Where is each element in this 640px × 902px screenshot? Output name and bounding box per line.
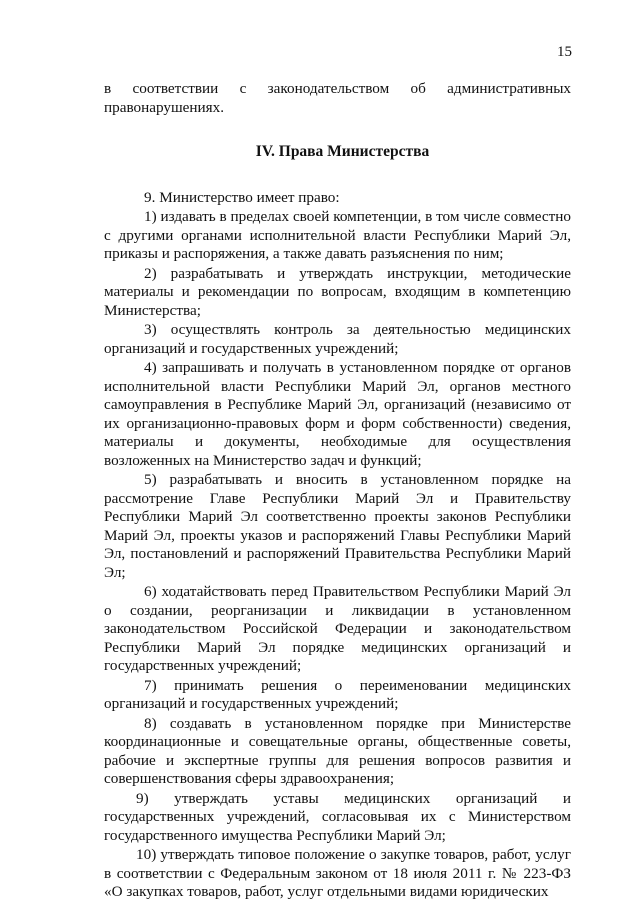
list-item-5: 5) разрабатывать и вносить в установленном порядке на рассмотрение Главе Республики Марий Эл и Правительству Республики Марий Эл соответственно проекты законов Республики Марий Эл, проекты указов и распоряжений Главы Республики Марий Эл, постановлений и распоряжений Правительства Республики Марий Эл;: [104, 471, 571, 581]
list-item-10: 10) утверждать типовое положение о закупке товаров, работ, услуг в соответствии с Федеральным законом от 18 июля 2011 г. № 223-ФЗ «О закупках товаров, работ, услуг отдельными видами юридических: [104, 846, 571, 900]
list-item-3: 3) осуществлять контроль за деятельностью медицинских организаций и государственных учреждений;: [104, 321, 571, 357]
list-item-1: 1) издавать в пределах своей компетенции, в том числе совместно с другими органами исполнительной власти Республики Марий Эл, приказы и распоряжения, а также давать разъяснения по ним;: [104, 208, 571, 262]
list-item-6: 6) ходатайствовать перед Правительством Республики Марий Эл о создании, реорганизации и ликвидации в установленном законодательством Российской Федерации и законодательством Республики Марий Эл порядке медицинских организаций и государственных учреждений;: [104, 583, 571, 674]
list-item-2: 2) разрабатывать и утверждать инструкции, методические материалы и рекомендации по вопросам, входящим в компетенцию Министерства;: [104, 264, 571, 319]
list-item-9: 9) утверждать уставы медицинских организаций и государственных учреждений, согласовывая их с Министерством государственного имущества Республики Марий Эл;: [104, 789, 571, 844]
intro-paragraph: в соответствии с законодательством об административных правонарушениях.: [104, 80, 571, 116]
lead-paragraph: 9. Министерство имеет право:: [144, 188, 340, 206]
list-item-7: 7) принимать решения о переименовании медицинских организаций и государственных учреждений;: [104, 676, 571, 712]
list-item-8: 8) создавать в установленном порядке при Министерстве координационные и совещательные органы, общественные советы, рабочие и экспертные группы для решения вопросов развития и совершенствования сферы здравоохранения;: [104, 714, 571, 787]
document-body: [104, 80, 571, 902]
list-item-4: 4) запрашивать и получать в установленном порядке от органов исполнительной власти Республики Марий Эл, органов местного самоуправления в Республике Марий Эл, организаций (независимо от их организационно-правовых форм и форм собственности) сведения, материалы и документы, необходимые для осуществления возложенных на Министерство задач и функций;: [104, 359, 571, 469]
section-heading: IV. Права Министерства: [255, 143, 430, 160]
page-number: 15: [557, 44, 572, 60]
